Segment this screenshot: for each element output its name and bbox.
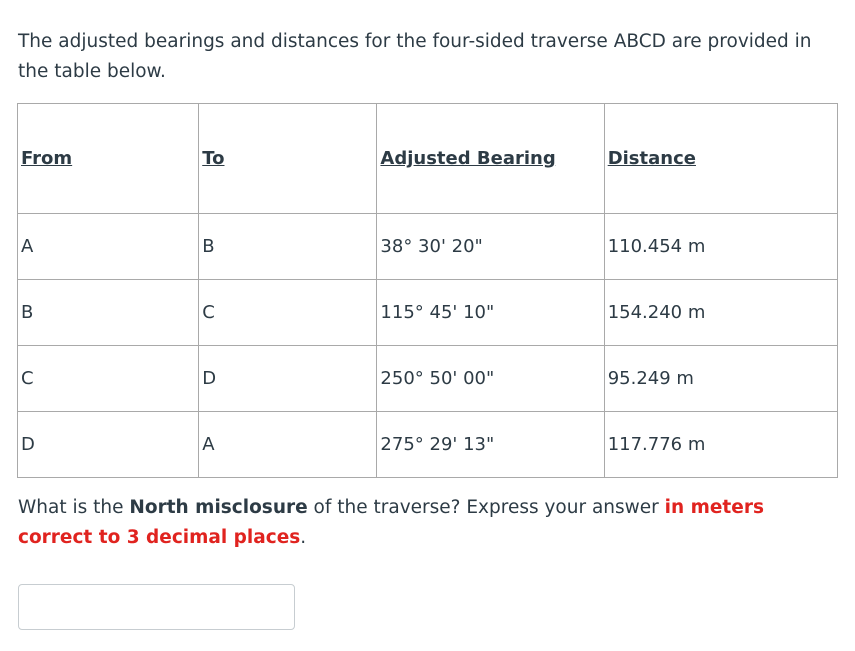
header-from: From: [18, 104, 199, 214]
cell-from: B: [18, 280, 199, 346]
question-part3: .: [300, 527, 307, 548]
cell-from: A: [18, 214, 199, 280]
cell-bearing: 38° 30' 20": [377, 214, 604, 280]
header-to: To: [199, 104, 377, 214]
cell-bearing: 275° 29' 13": [377, 412, 604, 478]
cell-distance: 95.249 m: [604, 346, 837, 412]
table-row: [18, 280, 838, 346]
table-row: [18, 214, 838, 280]
answer-input[interactable]: [18, 584, 295, 630]
table-row: [18, 346, 838, 412]
question-part2: of the traverse? Express your answer: [307, 497, 665, 518]
header-distance: Distance: [604, 104, 837, 214]
cell-distance: 154.240 m: [604, 280, 837, 346]
question-bold: North misclosure: [129, 497, 308, 518]
traverse-table: [17, 103, 838, 478]
cell-bearing: 115° 45' 10": [377, 280, 604, 346]
question-emphasis: in meters correct to 3 decimal places: [18, 497, 764, 548]
cell-to: C: [199, 280, 377, 346]
table-header-row: [18, 104, 838, 214]
intro-text: The adjusted bearings and distances for the four-sided traverse ABCD are provided in the table below.: [18, 31, 812, 82]
cell-distance: 110.454 m: [604, 214, 837, 280]
cell-from: C: [18, 346, 199, 412]
cell-to: A: [199, 412, 377, 478]
cell-to: D: [199, 346, 377, 412]
question-part1: What is the: [18, 497, 130, 518]
cell-to: B: [199, 214, 377, 280]
question-text: [18, 493, 838, 553]
cell-distance: 117.776 m: [604, 412, 837, 478]
cell-from: D: [18, 412, 199, 478]
cell-bearing: 250° 50' 00": [377, 346, 604, 412]
table-row: [18, 412, 838, 478]
header-adjusted-bearing: Adjusted Bearing: [377, 104, 604, 214]
